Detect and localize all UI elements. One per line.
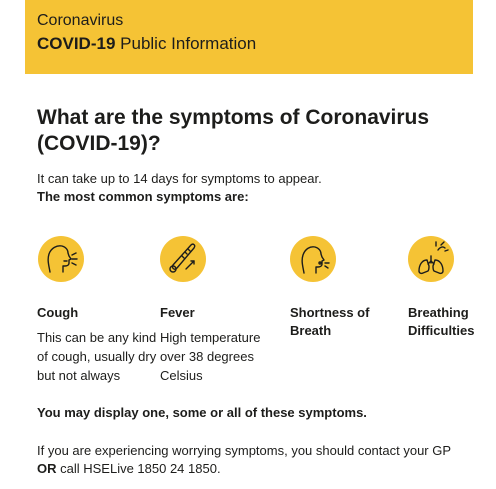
contact-hotline-text: call HSELive 1850 24 1850. bbox=[56, 461, 221, 476]
thermometer-icon bbox=[160, 236, 206, 282]
shortness-of-breath-icon bbox=[290, 236, 336, 282]
symptom-cough bbox=[37, 236, 157, 383]
cough-icon bbox=[38, 236, 84, 282]
symptom-shortness-of-breath bbox=[290, 236, 410, 338]
symptom-description: This can be any kind of cough, usually dry but not always bbox=[37, 330, 157, 383]
header-banner bbox=[25, 0, 473, 74]
intro-text: It can take up to 14 days for symptoms to appear. bbox=[37, 171, 322, 186]
symptom-title: Fever bbox=[160, 305, 195, 320]
banner-title-bold: COVID-19 bbox=[37, 34, 116, 53]
display-note: You may display one, some or all of these symptoms. bbox=[37, 405, 367, 420]
banner-title bbox=[37, 34, 256, 54]
symptom-title: Breathing Difficulties bbox=[408, 305, 475, 338]
symptom-description: High temperature over 38 degrees Celsius bbox=[160, 330, 261, 383]
symptom-breathing-difficulties bbox=[408, 236, 496, 338]
symptom-fever bbox=[160, 236, 280, 383]
contact-text: If you are experiencing worrying symptoms, you should contact your GP bbox=[37, 443, 452, 458]
contact-or: OR bbox=[37, 461, 57, 476]
intro-bold-text: The most common symptoms are: bbox=[37, 189, 249, 204]
lungs-icon bbox=[408, 236, 454, 282]
contact-hotline bbox=[37, 460, 221, 478]
page-heading: What are the symptoms of Coronavirus (COVID-19)? bbox=[37, 106, 430, 155]
symptom-title: Shortness of Breath bbox=[290, 305, 370, 338]
banner-subtitle: Coronavirus bbox=[37, 12, 124, 29]
symptom-title: Cough bbox=[37, 305, 79, 320]
banner-title-rest: Public Information bbox=[115, 34, 257, 53]
